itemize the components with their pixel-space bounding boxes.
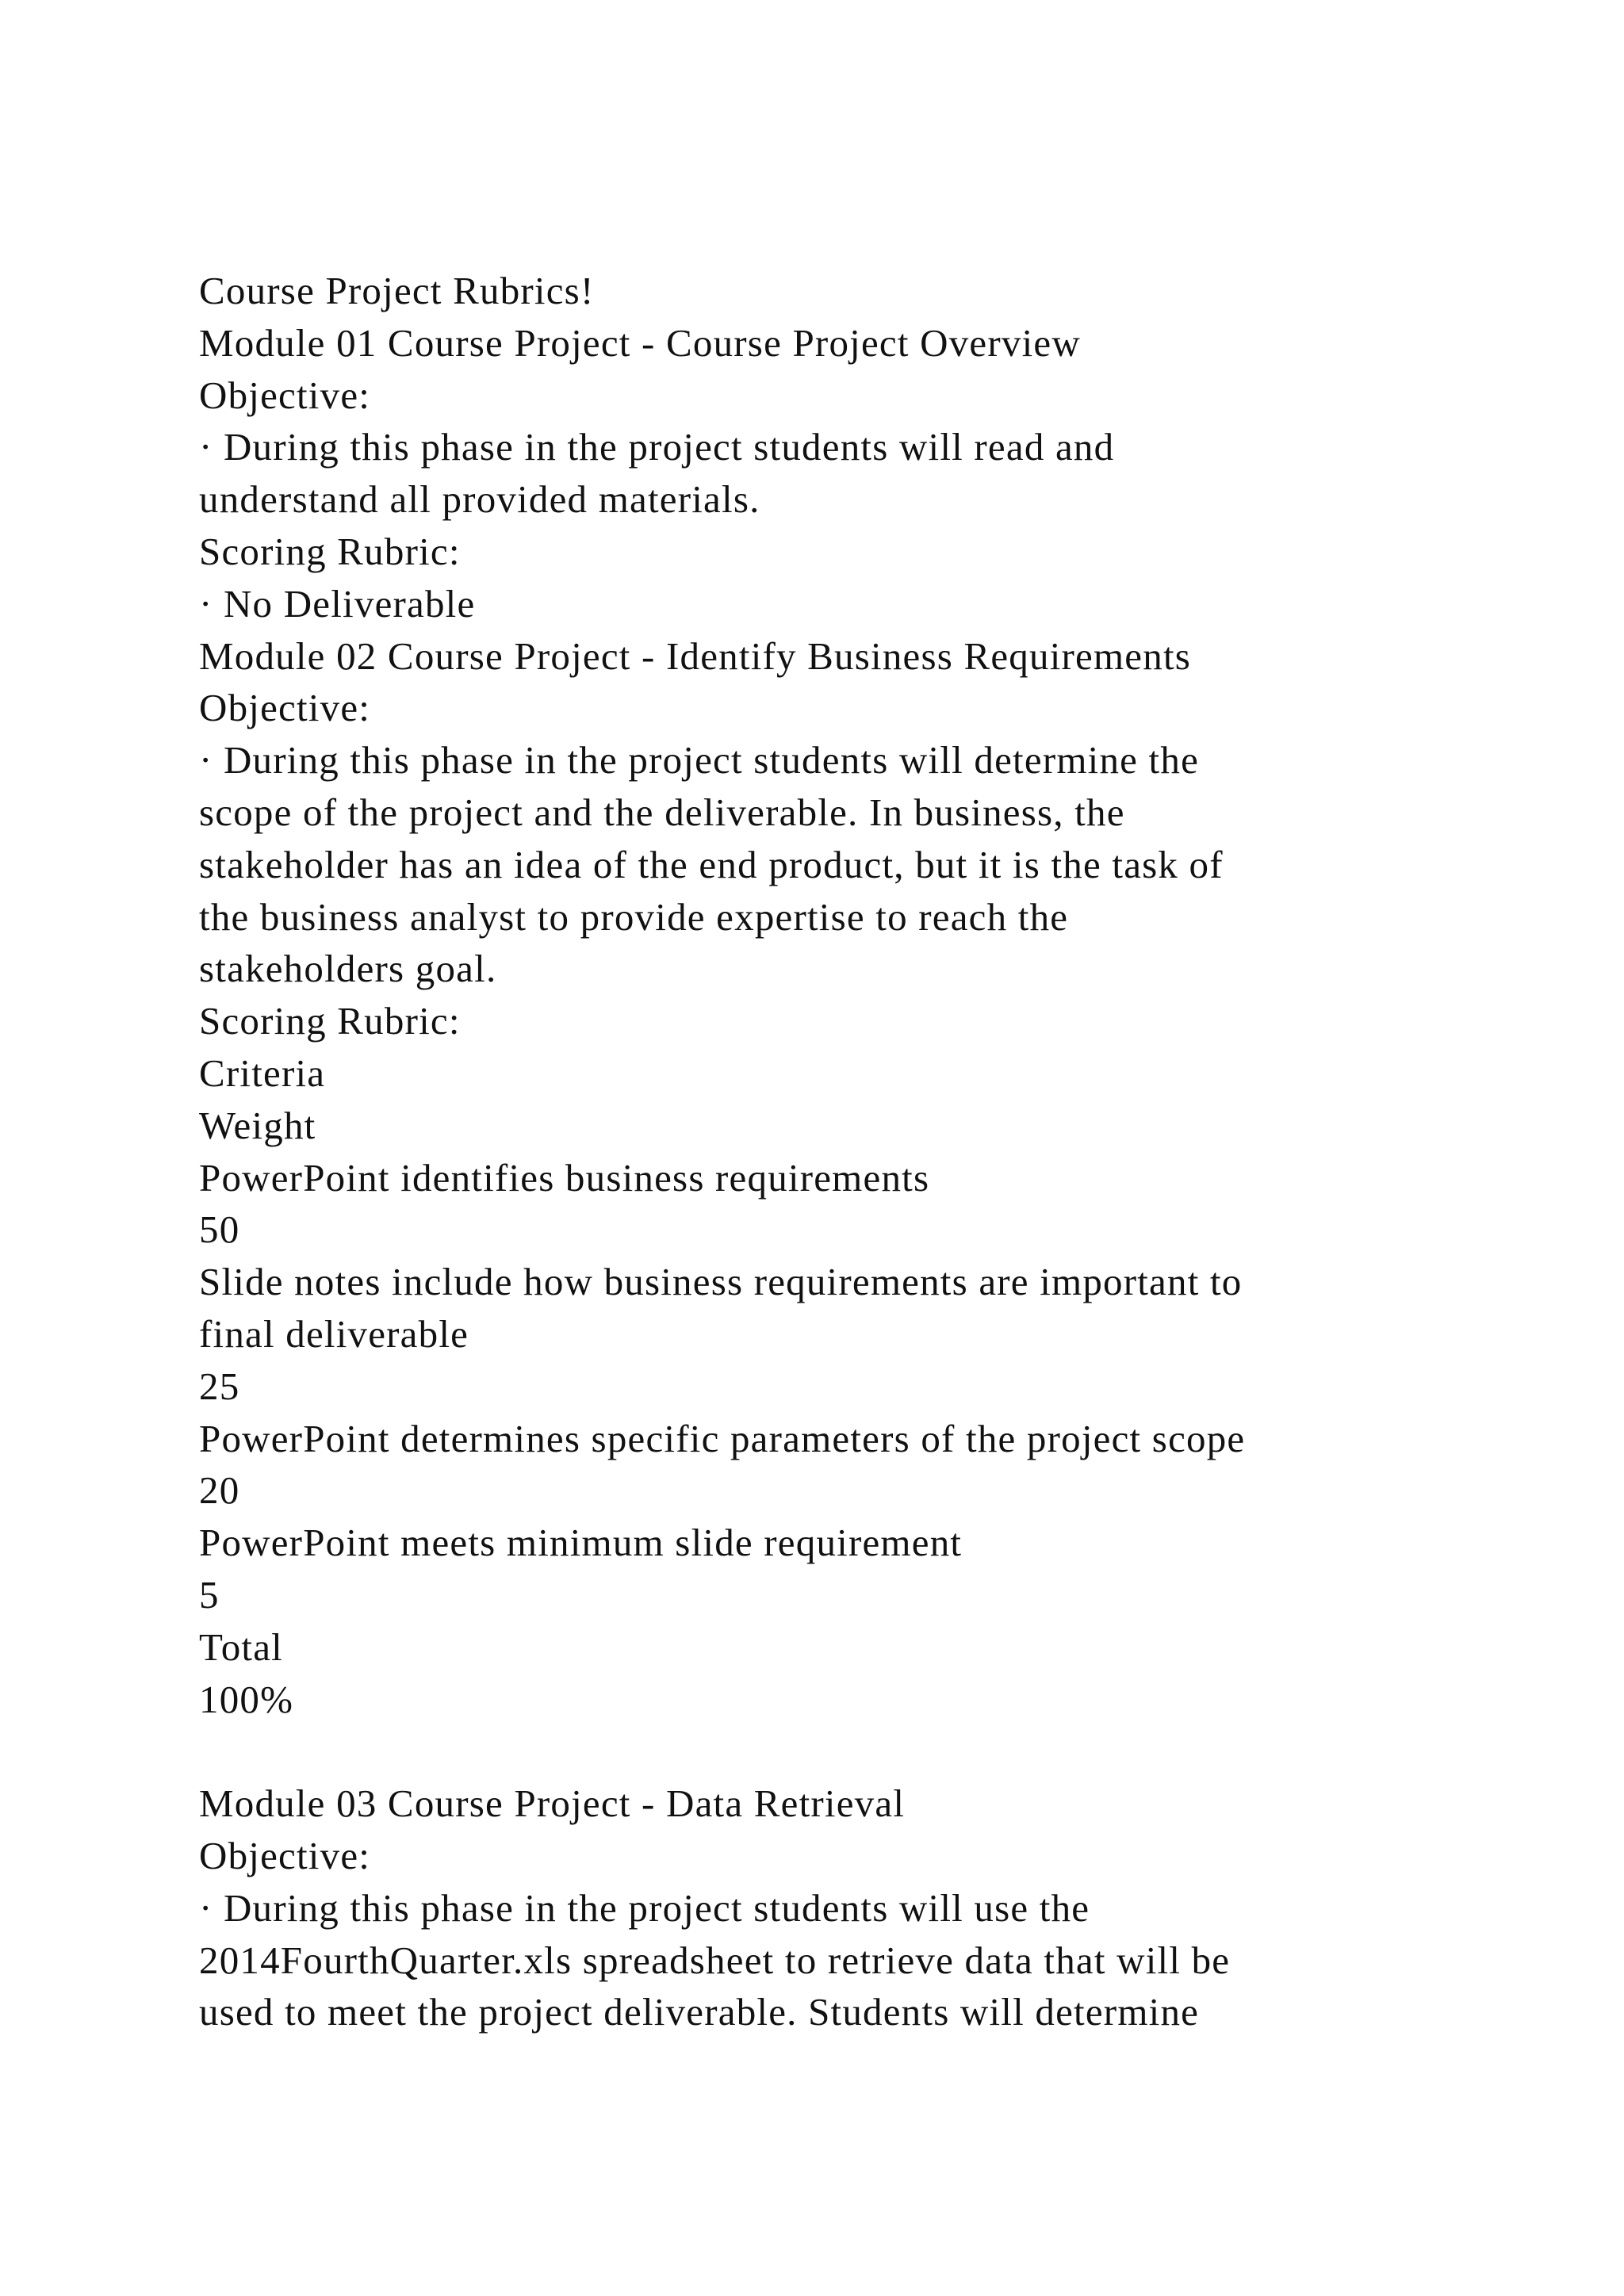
module-02-objective-line: · During this phase in the project students will determine the bbox=[199, 738, 1200, 783]
rubric-row-weight: 50 bbox=[199, 1207, 240, 1252]
module-03-objective-line: 2014FourthQuarter.xls spreadsheet to retrieve data that will be bbox=[199, 1938, 1231, 1982]
module-02-objective-line: stakeholder has an idea of the end product, but it is the task of bbox=[199, 842, 1224, 886]
blank-line bbox=[199, 1725, 1436, 1777]
document-text bbox=[199, 265, 1436, 2038]
module-02-heading: Module 02 Course Project - Identify Business Requirements bbox=[199, 633, 1192, 678]
module-01-objective-line: · During this phase in the project students will read and bbox=[199, 425, 1115, 469]
module-02-objective-line: stakeholders goal. bbox=[199, 947, 497, 991]
module-01-objective-label: Objective: bbox=[199, 373, 371, 417]
rubric-header-weight: Weight bbox=[199, 1103, 316, 1147]
rubric-row-criteria: Slide notes include how business requirements are important to bbox=[199, 1260, 1243, 1304]
rubric-row-weight: 20 bbox=[199, 1468, 240, 1513]
module-03-objective-line: used to meet the project deliverable. Students will determine bbox=[199, 1990, 1200, 2034]
module-03-objective-line: · During this phase in the project students will use the bbox=[199, 1885, 1090, 1930]
rubric-row-weight: 5 bbox=[199, 1572, 220, 1617]
document-title: Course Project Rubrics! bbox=[199, 269, 595, 312]
module-02-objective-line: the business analyst to provide expertise to reach the bbox=[199, 894, 1069, 939]
module-01-rubric-label: Scoring Rubric: bbox=[199, 529, 461, 573]
module-01-heading: Module 01 Course Project - Course Project Overview bbox=[199, 320, 1081, 365]
rubric-row-criteria: PowerPoint identifies business requirements bbox=[199, 1155, 930, 1200]
module-03-objective-label: Objective: bbox=[199, 1833, 371, 1877]
module-01-objective-line: understand all provided materials. bbox=[199, 477, 760, 522]
module-02-objective-line: scope of the project and the deliverable. In business, the bbox=[199, 790, 1125, 834]
rubric-row-criteria: final deliverable bbox=[199, 1311, 469, 1356]
rubric-total-label: Total bbox=[199, 1624, 283, 1669]
module-02-rubric-label: Scoring Rubric: bbox=[199, 999, 461, 1043]
module-02-objective-label: Objective: bbox=[199, 686, 371, 730]
rubric-row-weight: 25 bbox=[199, 1364, 240, 1408]
module-03-heading: Module 03 Course Project - Data Retrieval bbox=[199, 1781, 906, 1826]
module-01-rubric-item: · No Deliverable bbox=[199, 581, 476, 626]
rubric-total-value: 100% bbox=[199, 1677, 294, 1721]
rubric-header-criteria: Criteria bbox=[199, 1050, 326, 1095]
rubric-row-criteria: PowerPoint meets minimum slide requirement bbox=[199, 1521, 963, 1565]
rubric-row-criteria: PowerPoint determines specific parameters of the project scope bbox=[199, 1416, 1246, 1460]
